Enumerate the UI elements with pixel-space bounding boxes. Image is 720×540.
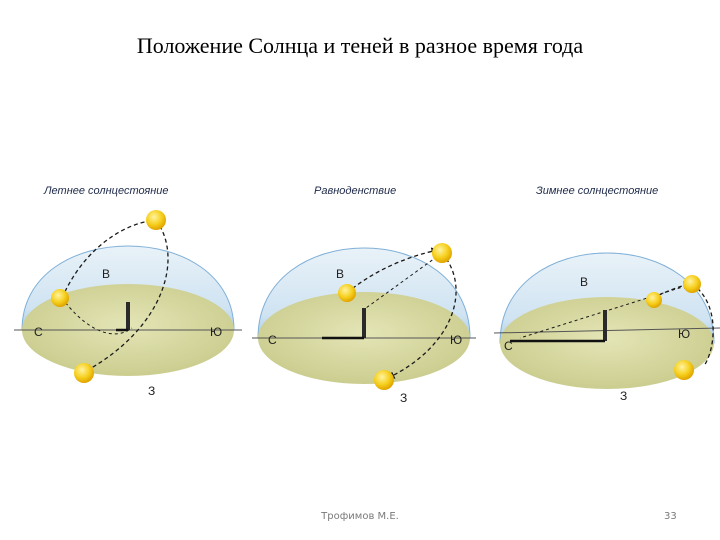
page-number: 33	[664, 511, 677, 522]
slide-title: Положение Солнца и теней в разное время года	[136, 33, 584, 58]
label-west: З	[620, 389, 628, 403]
panel-winter	[494, 185, 720, 403]
sun-icon	[432, 243, 452, 263]
sun-icon	[338, 284, 356, 302]
sun-icon	[74, 363, 94, 383]
label-east: В	[102, 267, 111, 281]
label-south: Ю	[450, 333, 463, 347]
label-north: С	[268, 333, 277, 347]
sun-icon	[683, 275, 701, 293]
seasons-diagram	[14, 178, 720, 408]
panel-summer	[14, 185, 242, 398]
sun-icon	[674, 360, 694, 380]
label-north: С	[504, 339, 513, 353]
sun-icon	[146, 210, 166, 230]
label-west: З	[148, 384, 156, 398]
panel-caption: Зимнее солнцестояние	[536, 185, 659, 197]
panel-caption: Равноденствие	[314, 185, 397, 197]
gnomon-pole	[603, 310, 607, 341]
gnomon-pole	[362, 308, 366, 338]
label-east: В	[336, 267, 345, 281]
sun-icon	[374, 370, 394, 390]
sun-icon	[646, 292, 662, 308]
panel-caption: Летнее солнцестояние	[44, 185, 169, 197]
label-west: З	[400, 391, 408, 405]
sun-icon	[51, 289, 69, 307]
panel-equinox	[252, 185, 476, 405]
label-north: С	[34, 325, 43, 339]
gnomon-pole	[126, 302, 130, 330]
label-south: Ю	[678, 327, 691, 341]
label-south: Ю	[210, 325, 223, 339]
footer-author: Трофимов М.Е.	[321, 511, 399, 522]
label-east: В	[580, 275, 589, 289]
